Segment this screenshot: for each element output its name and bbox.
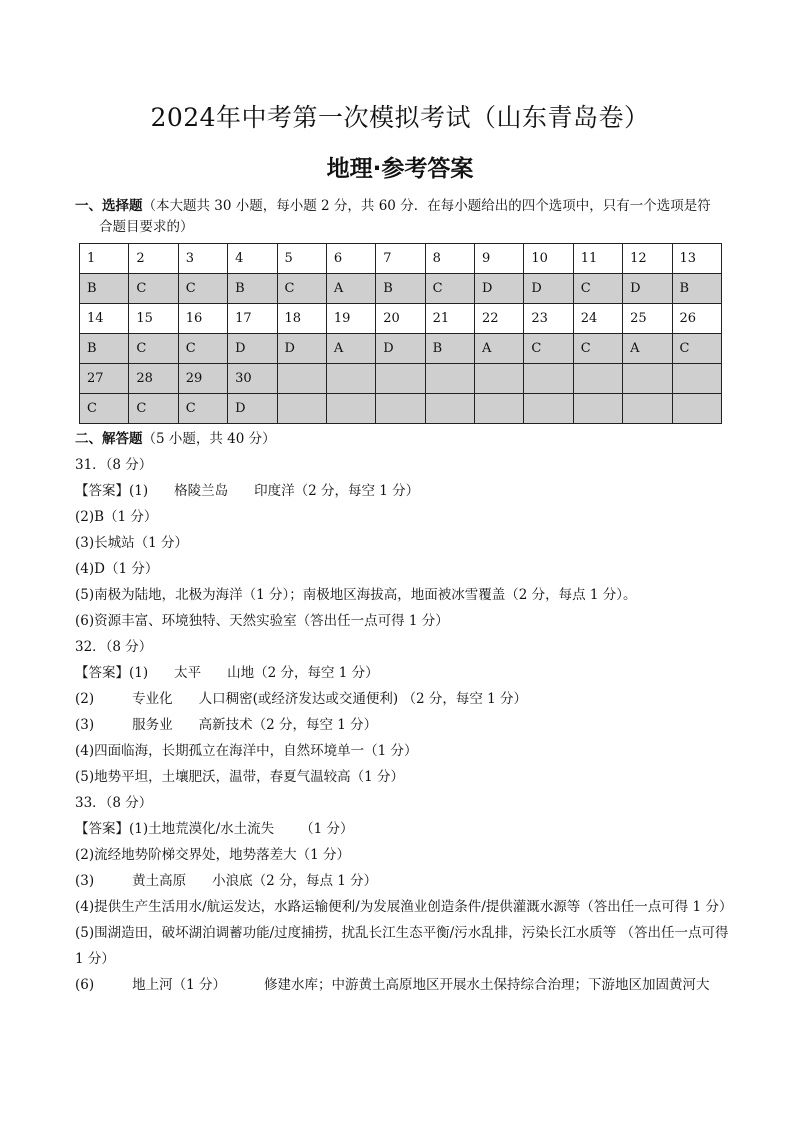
table-cell: [277, 394, 326, 424]
table-cell: C: [277, 274, 326, 304]
answer-table: [79, 243, 722, 424]
q31-line2: (2)B（1 分）: [75, 509, 158, 525]
answer-row: [80, 274, 722, 304]
table-cell: B: [425, 334, 474, 364]
table-cell: [524, 394, 573, 424]
q33-l6-b: 修建水库；中游黄土高原地区开展水土保持综合治理；下游地区加固黄河大: [264, 977, 710, 993]
table-cell: [475, 394, 524, 424]
q31-line1: [75, 478, 735, 504]
table-cell: [376, 394, 425, 424]
q32-l2-b: 人口稠密(或经济发达或交通便利) （2 分，每空 1 分）: [198, 691, 528, 707]
table-cell: [573, 394, 622, 424]
q32-l1-b: 山地（2 分，每空 1 分）: [227, 665, 379, 681]
q32-l3-a: 服务业: [132, 717, 173, 733]
q33-header: 33．（8 分）: [75, 795, 153, 811]
section1-note: （本大题共 30 小题，每小题 2 分，共 60 分．在每小题给出的四个选项中，只有一个选项是符: [142, 198, 711, 214]
section1-heading: [75, 196, 735, 238]
q33-line1: [75, 816, 735, 842]
table-cell: A: [623, 334, 672, 364]
table-cell: 10: [524, 244, 573, 274]
q32-l2-prefix: (2): [75, 691, 95, 707]
table-cell: 16: [178, 304, 227, 334]
table-cell: D: [475, 274, 524, 304]
table-cell: 7: [376, 244, 425, 274]
table-cell: 9: [475, 244, 524, 274]
table-cell: C: [573, 334, 622, 364]
table-cell: [425, 394, 474, 424]
q32-l2-a: 专业化: [132, 691, 173, 707]
table-cell: 18: [277, 304, 326, 334]
table-cell: [425, 364, 474, 394]
q31-header: 31．（8 分）: [75, 457, 153, 473]
table-cell: D: [623, 274, 672, 304]
q31-line5: (5)南极为陆地，北极为海洋（1 分）；南极地区海拔高，地面被冰雪覆盖（2 分，每点 1 分）。: [75, 587, 637, 603]
table-cell: B: [376, 274, 425, 304]
table-cell: [573, 364, 622, 394]
table-cell: 6: [326, 244, 375, 274]
table-cell: 21: [425, 304, 474, 334]
q32-line4: (4)四面临海，长期孤立在海洋中，自然环境单一（1 分）: [75, 743, 418, 759]
table-cell: B: [80, 274, 129, 304]
q31-line3: (3)长城站（1 分）: [75, 535, 189, 551]
table-cell: [376, 364, 425, 394]
table-cell: 26: [672, 304, 722, 334]
section2-title: 二、解答题: [75, 431, 143, 447]
q32-line1: [75, 660, 735, 686]
q32-l3-b: 高新技术（2 分，每空 1 分）: [198, 717, 378, 733]
table-cell: A: [475, 334, 524, 364]
answer-row: [80, 334, 722, 364]
table-cell: [623, 394, 672, 424]
table-cell: 25: [623, 304, 672, 334]
table-cell: 28: [129, 364, 178, 394]
q32-l1-a: 太平: [174, 665, 202, 681]
table-cell: C: [524, 334, 573, 364]
q33-l6-a: 地上河（1 分）: [132, 977, 227, 993]
table-cell: C: [573, 274, 622, 304]
table-cell: 13: [672, 244, 722, 274]
table-cell: [672, 394, 722, 424]
table-cell: 2: [129, 244, 178, 274]
table-cell: [623, 364, 672, 394]
q32-line3: [75, 712, 735, 738]
question-number-row: [80, 364, 722, 394]
q31-line6: (6)资源丰富、环境独特、天然实验室（答出任一点可得 1 分）: [75, 613, 449, 629]
q32-l1-prefix: 【答案】(1): [75, 665, 149, 681]
q32-line2: [75, 686, 735, 712]
q33-line5: (5)围湖造田，破坏湖泊调蓄功能/过度捕捞，扰乱长江生态平衡/污水乱排，污染长江水质等 （答出任一点可得 1 分）: [75, 925, 729, 967]
table-cell: C: [672, 334, 722, 364]
q33-line4: (4)提供生产生活用水/航运发达，水路运输便利/为发展渔业创造条件/提供灌溉水源等（答出任一点可得 1 分）: [75, 899, 733, 915]
table-cell: D: [228, 334, 277, 364]
section1-note-cont: 合题目要求的）: [99, 219, 194, 235]
table-cell: C: [178, 394, 227, 424]
table-cell: B: [80, 334, 129, 364]
question-number-row: [80, 244, 722, 274]
table-cell: D: [277, 334, 326, 364]
table-cell: D: [524, 274, 573, 304]
table-cell: 12: [623, 244, 672, 274]
q32-header: 32．（8 分）: [75, 639, 153, 655]
table-cell: [326, 394, 375, 424]
question-number-row: [80, 304, 722, 334]
table-cell: 27: [80, 364, 129, 394]
table-cell: C: [129, 394, 178, 424]
q33-l3-b: 小浪底（2 分，每点 1 分）: [212, 873, 378, 889]
table-cell: [326, 364, 375, 394]
table-cell: [475, 364, 524, 394]
table-cell: [524, 364, 573, 394]
page-subtitle: 地理·参考答案: [326, 156, 474, 182]
table-cell: 4: [228, 244, 277, 274]
q33-line2: (2)流经地势阶梯交界处，地势落差大（1 分）: [75, 847, 351, 863]
table-cell: 3: [178, 244, 227, 274]
table-cell: [672, 364, 722, 394]
table-cell: C: [178, 274, 227, 304]
table-cell: A: [326, 274, 375, 304]
table-cell: 23: [524, 304, 573, 334]
q33-l6-prefix: (6): [75, 977, 95, 993]
table-cell: 1: [80, 244, 129, 274]
table-cell: 24: [573, 304, 622, 334]
table-cell: A: [326, 334, 375, 364]
answer-row: [80, 394, 722, 424]
table-cell: B: [228, 274, 277, 304]
table-cell: C: [129, 274, 178, 304]
table-cell: 11: [573, 244, 622, 274]
page-title: 2024年中考第一次模拟考试（山东青岛卷）: [150, 103, 650, 132]
q31-l1-a: 格陵兰岛: [174, 483, 229, 499]
q33-l1-b: （1 分）: [300, 821, 354, 837]
table-cell: 22: [475, 304, 524, 334]
table-cell: C: [80, 394, 129, 424]
q33-line6: [75, 972, 735, 998]
table-cell: C: [425, 274, 474, 304]
answer-lines: [75, 426, 735, 998]
table-cell: B: [672, 274, 722, 304]
table-cell: 19: [326, 304, 375, 334]
table-cell: C: [178, 334, 227, 364]
table-cell: 29: [178, 364, 227, 394]
q33-line3: [75, 868, 735, 894]
table-cell: 20: [376, 304, 425, 334]
table-cell: 15: [129, 304, 178, 334]
q31-l1-b: 印度洋（2 分，每空 1 分）: [254, 483, 420, 499]
table-cell: C: [129, 334, 178, 364]
q32-line5: (5)地势平坦，土壤肥沃，温带，春夏气温较高（1 分）: [75, 769, 405, 785]
table-cell: 17: [228, 304, 277, 334]
q33-l3-prefix: (3): [75, 873, 95, 889]
table-cell: 14: [80, 304, 129, 334]
table-cell: 5: [277, 244, 326, 274]
table-cell: D: [376, 334, 425, 364]
q31-line4: (4)D（1 分）: [75, 561, 159, 577]
q33-l3-a: 黄土高原: [132, 873, 187, 889]
table-cell: 8: [425, 244, 474, 274]
table-cell: 30: [228, 364, 277, 394]
q31-l1-prefix: 【答案】(1): [75, 483, 149, 499]
q33-l1-prefix: 【答案】(1)土地荒漠化/水土流失: [75, 821, 275, 837]
section2-note: （5 小题，共 40 分）: [142, 431, 276, 447]
table-cell: [277, 364, 326, 394]
section2-heading: [75, 426, 735, 452]
table-cell: D: [228, 394, 277, 424]
section1-title: 一、选择题: [75, 198, 143, 214]
q32-l3-prefix: (3): [75, 717, 95, 733]
